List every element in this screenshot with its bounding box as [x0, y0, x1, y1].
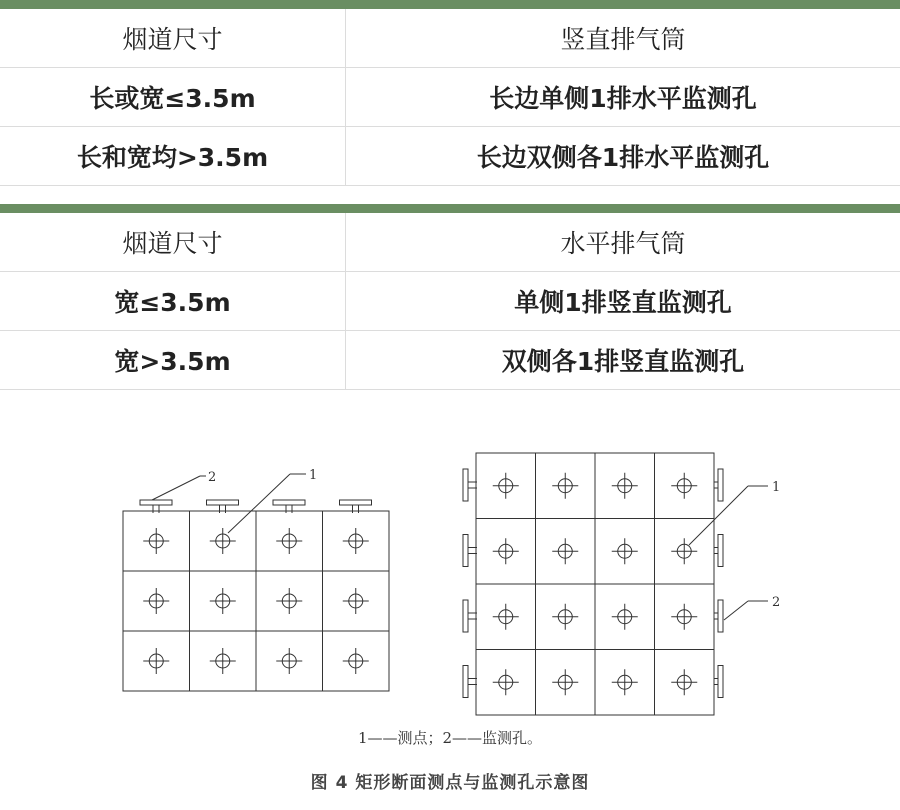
- table-row: [0, 127, 900, 186]
- monitoring-hole-icon: [718, 666, 723, 698]
- monitoring-hole-icon: [718, 535, 723, 567]
- callout-label: 1: [309, 468, 318, 483]
- monitoring-hole-icon: [140, 500, 172, 505]
- figure-title: 图 4 矩形断面测点与监测孔示意图: [310, 773, 590, 793]
- header-cell-stack-type: 水平排气筒: [346, 213, 900, 272]
- monitoring-hole-icon: [207, 500, 239, 505]
- monitoring-hole-icon: [340, 500, 372, 505]
- size-cell: 长或宽≤3.5m: [0, 68, 346, 127]
- leader-line: [228, 474, 290, 533]
- hole-layout-cell: 单侧1排竖直监测孔: [346, 272, 900, 331]
- size-cell: 宽≤3.5m: [0, 272, 346, 331]
- callout-label: 2: [208, 470, 217, 485]
- header-cell-size: 烟道尺寸: [0, 213, 346, 272]
- middle-band: [0, 204, 900, 213]
- monitoring-hole-icon: [463, 535, 468, 567]
- leader-line: [724, 601, 748, 620]
- callout-label: 1: [772, 480, 781, 495]
- header-cell-stack-type: 竖直排气筒: [346, 9, 900, 68]
- figure-legend: 1——测点；2——监测孔。: [357, 729, 543, 747]
- top-band: [0, 0, 900, 9]
- table-header-row: [0, 213, 900, 272]
- monitoring-hole-icon: [718, 600, 723, 632]
- left-section-diagram: [123, 500, 389, 691]
- right-section-diagram: [463, 453, 723, 715]
- monitoring-hole-icon: [463, 600, 468, 632]
- hole-layout-cell: 长边单侧1排水平监测孔: [346, 68, 900, 127]
- header-cell-size: 烟道尺寸: [0, 9, 346, 68]
- table-header-row: [0, 9, 900, 68]
- size-cell: 宽>3.5m: [0, 331, 346, 390]
- monitoring-hole-icon: [718, 469, 723, 501]
- hole-layout-cell: 长边双侧各1排水平监测孔: [346, 127, 900, 186]
- leader-line: [152, 476, 200, 500]
- monitoring-hole-icon: [273, 500, 305, 505]
- table-row: [0, 68, 900, 127]
- callout-label: 2: [772, 595, 781, 610]
- horizontal-stack-table: [0, 213, 900, 390]
- monitoring-hole-icon: [463, 666, 468, 698]
- table-row: [0, 272, 900, 331]
- size-cell: 长和宽均>3.5m: [0, 127, 346, 186]
- vertical-stack-table: [0, 9, 900, 186]
- table-row: [0, 331, 900, 390]
- cross-section-figure: [0, 400, 900, 725]
- hole-layout-cell: 双侧各1排竖直监测孔: [346, 331, 900, 390]
- monitoring-hole-icon: [463, 469, 468, 501]
